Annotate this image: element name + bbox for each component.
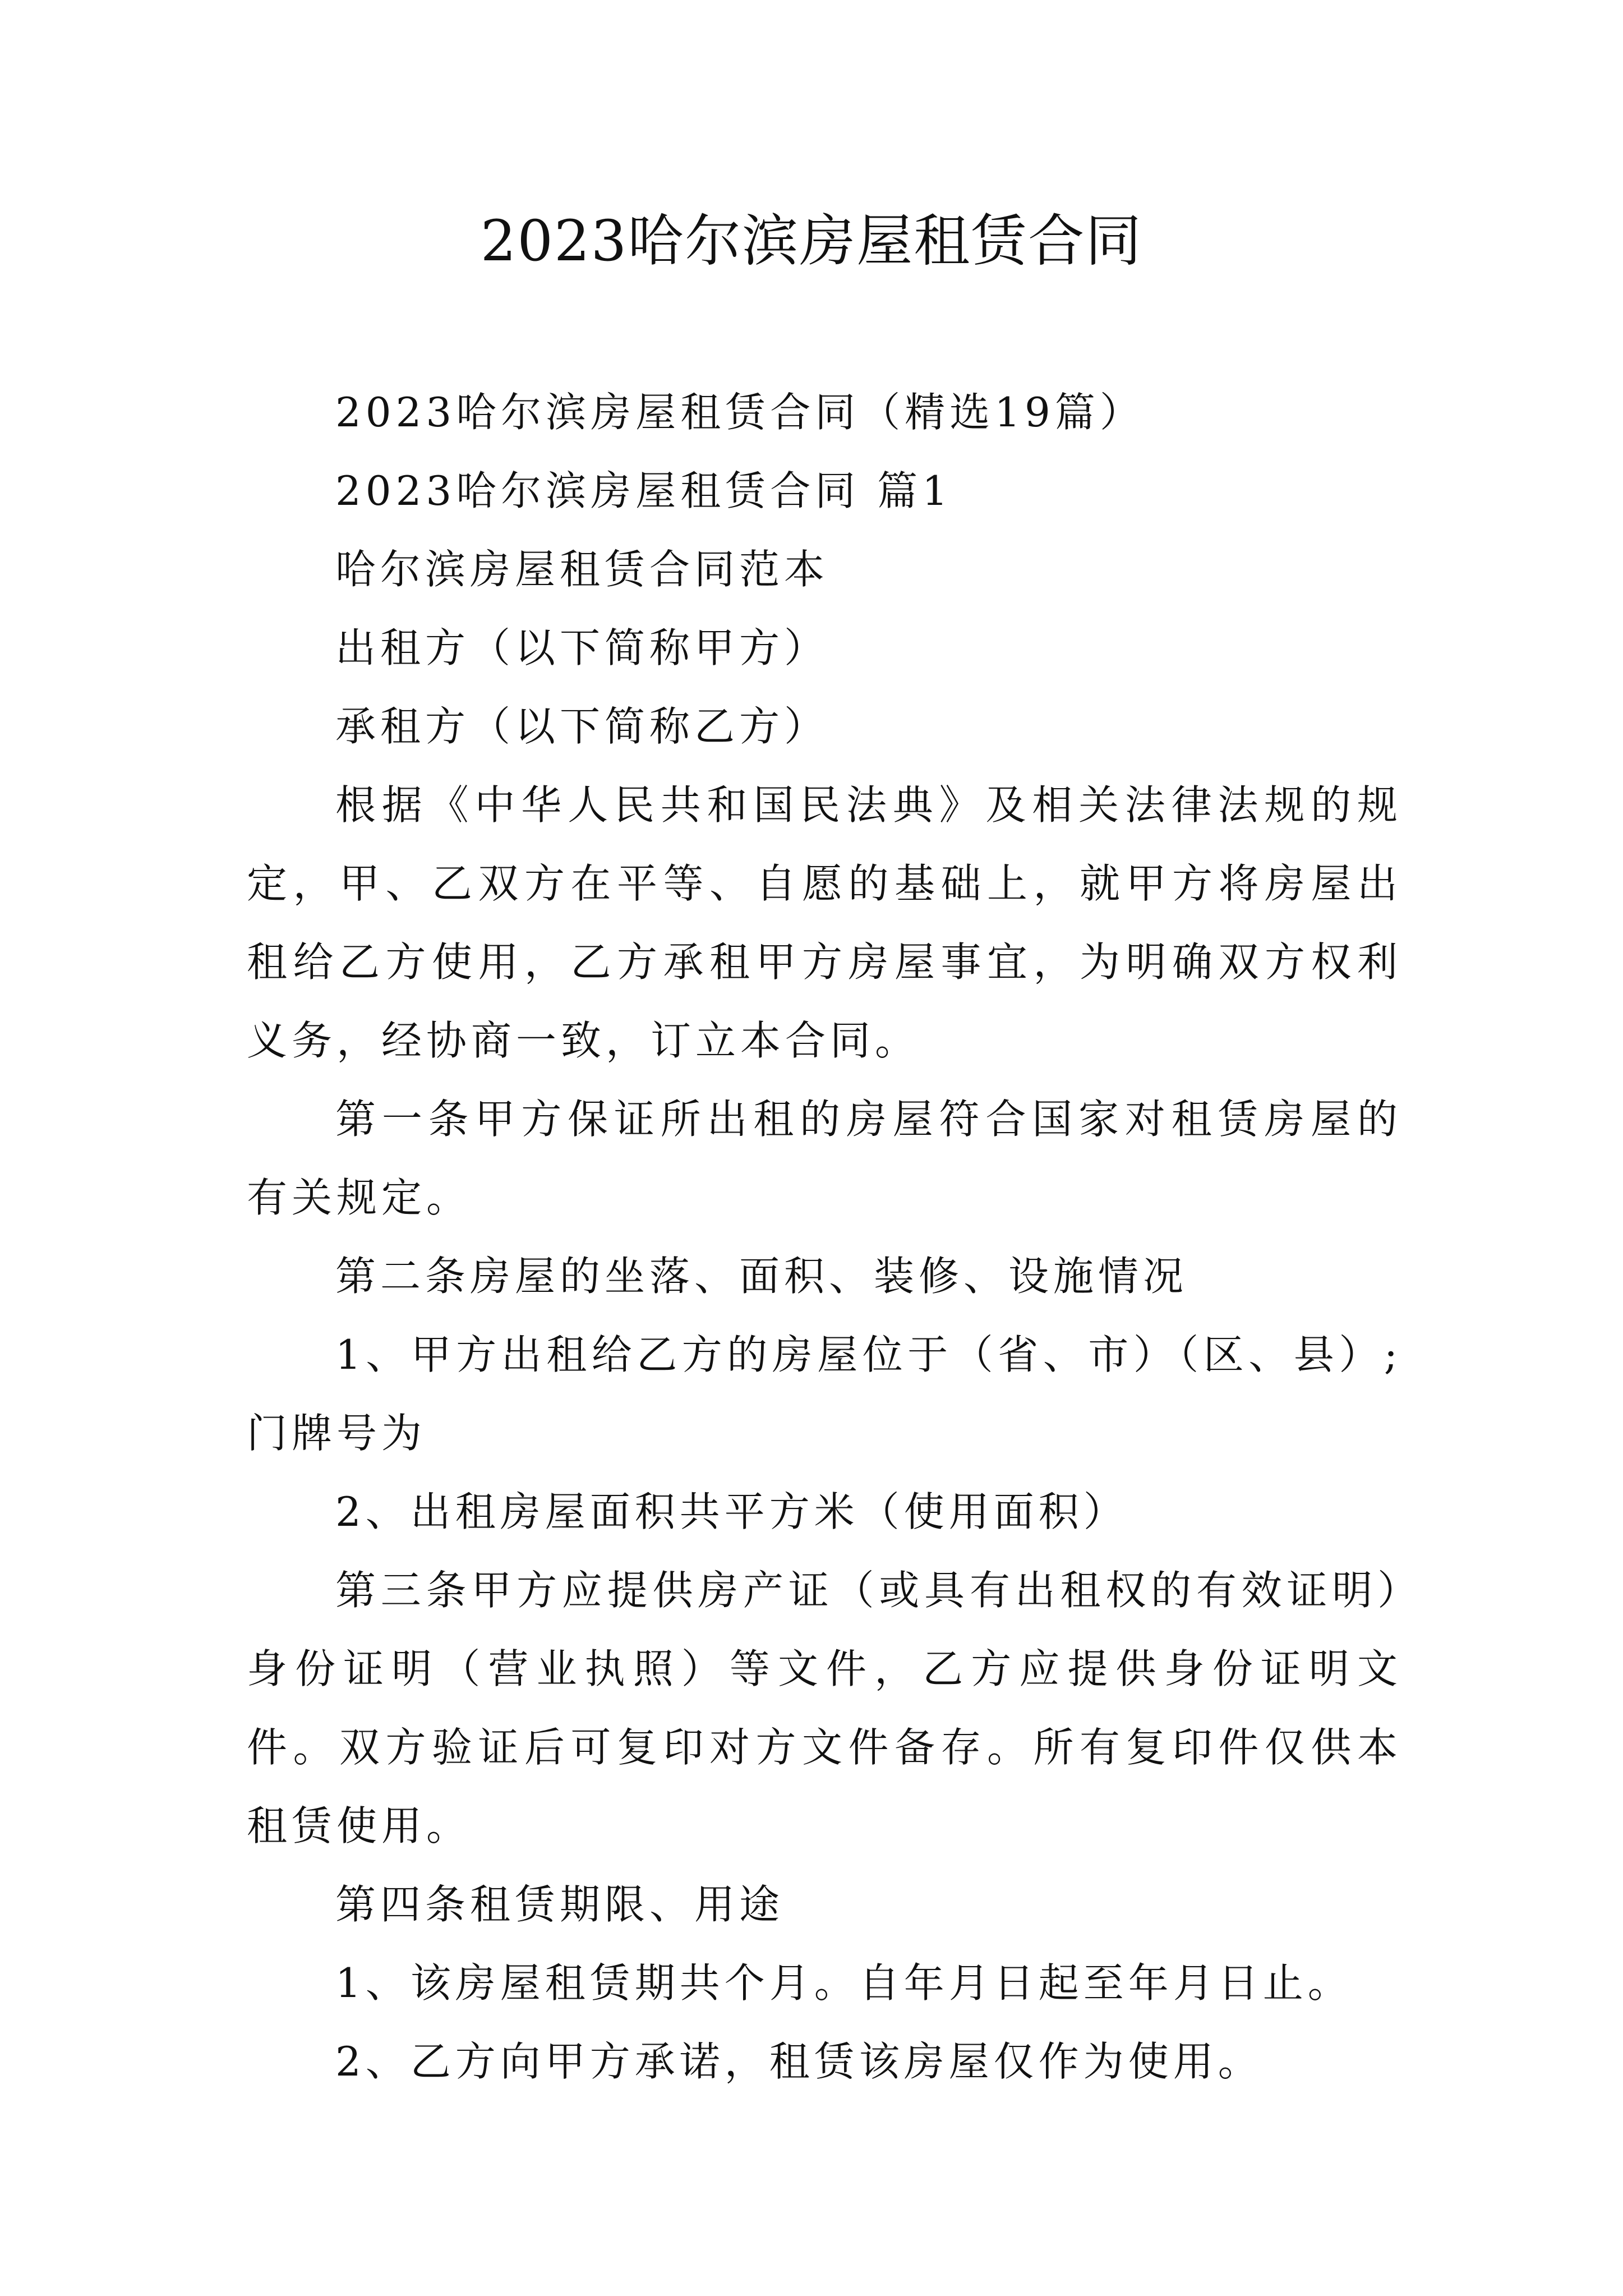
paragraph-section-heading: 2023哈尔滨房屋租赁合同 篇1 — [335, 467, 952, 514]
paragraph-lessor: 出租方（以下简称甲方） — [335, 624, 829, 671]
paragraph-article-4: 第四条租赁期限、用途 — [335, 1881, 785, 1928]
document-body — [247, 373, 1402, 2101]
paragraph-article-2: 第二条房屋的坐落、面积、装修、设施情况 — [335, 1253, 1188, 1300]
paragraph-article-3: 第三条甲方应提供房产证（或具有出租权的有效证明）身份证明（营业执照）等文件，乙方应提供身份证明文件。双方验证后可复印对方文件备存。所有复印件仅供本租赁使用。 — [247, 1567, 1402, 1849]
paragraph-article-4-item-1: 1、该房屋租赁期共个月。自年月日起至年月日止。 — [335, 1959, 1353, 2007]
paragraph-article-1: 第一条甲方保证所出租的房屋符合国家对租赁房屋的有关规定。 — [247, 1096, 1402, 1221]
paragraph-subtitle: 2023哈尔滨房屋租赁合同（精选19篇） — [335, 389, 1145, 436]
paragraph-preamble: 根据《中华人民共和国民法典》及相关法律法规的规定，甲、乙双方在平等、自愿的基础上，就甲方将房屋出租给乙方使用，乙方承租甲方房屋事宜，为明确双方权利义务，经协商一致，订立本合同。 — [247, 781, 1402, 1064]
paragraph-article-2-item-2: 2、出租房屋面积共平方米（使用面积） — [335, 1488, 1128, 1535]
paragraph-template-title: 哈尔滨房屋租赁合同范本 — [335, 546, 829, 593]
paragraph-article-2-item-1: 1、甲方出租给乙方的房屋位于（省、市）（区、县）;门牌号为 — [247, 1331, 1402, 1457]
paragraph-article-4-item-2: 2、乙方向甲方承诺，租赁该房屋仅作为使用。 — [335, 2038, 1263, 2085]
paragraph-lessee: 承租方（以下简称乙方） — [335, 703, 829, 750]
document-title: 2023哈尔滨房屋租赁合同 — [480, 208, 1143, 274]
